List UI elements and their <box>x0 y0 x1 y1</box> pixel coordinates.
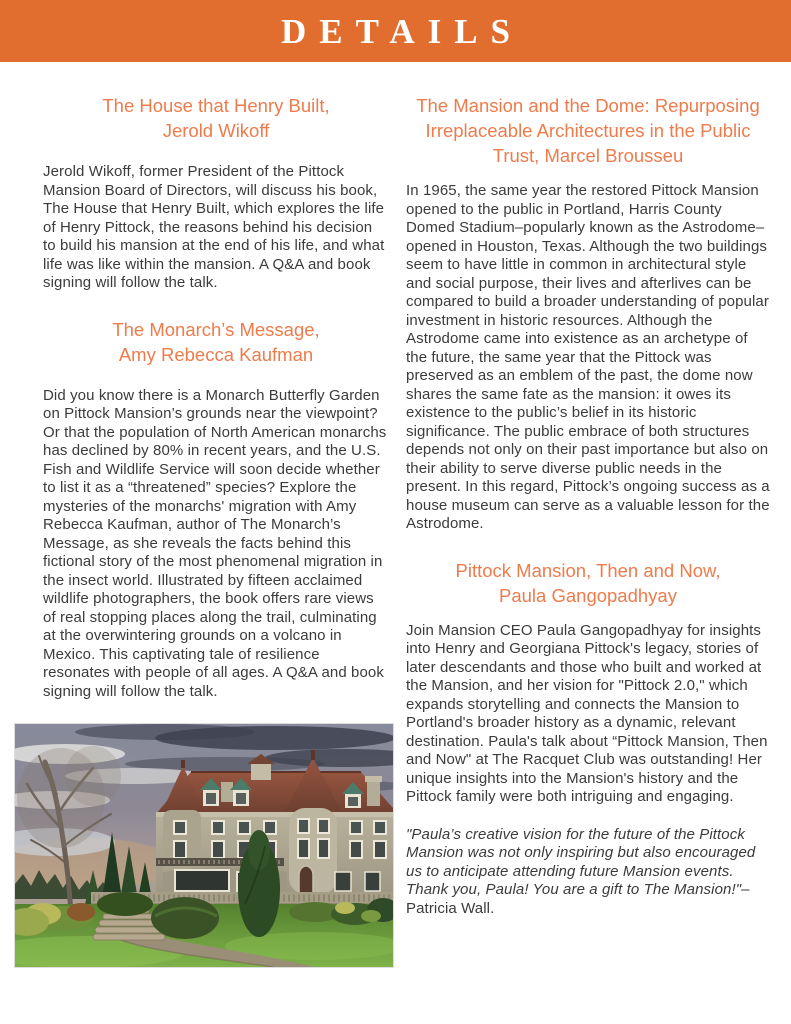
section-body-then-and-now: Join Mansion CEO Paula Gangopadhyay for insights into Henry and Georgiana Pittock's legacy, stories of later descendants and those who built and worked at the Mansion, and her vision for "Pittock 2.0," which expands storytelling and connects the Mansion to Portland's broader history as a dynamic, relevant destination. Paula's talk about “Pittock Mansion, Then and Now" at The Racquet Club was outstanding! Her unique insights into the Mansion's history and the Pittock family were both intriguing and engaging. <box>406 621 768 805</box>
pittock-mansion-photo <box>14 723 394 968</box>
right-column <box>406 93 770 968</box>
section-heading-mansion-and-dome <box>406 93 770 168</box>
section-body-mansion-and-dome: In 1965, the same year the restored Pittock Mansion opened to the public in Portland, Harris County Domed Stadium–popularly known as the Astrodome–opened in Houston, Texas. Although the two buildings seem to have little in common in architectural style and social purpose, their lives and afterlives can be compared to build a broader understanding of popular investment in historic resources. Although the Astrodome came into existence as an archetype of the future, the same year that the Pittock was preserved as an emblem of the past, the dome now shares the same fate as the mansion: it owes its existence to the public’s belief in its historic significance. The public embrace of both structures depends not only on their past importance but also on their ability to serve diverse public needs in the present. In this regard, Pittock’s ongoing success as a house museum can serve as a valuable lesson for the Astrodome. <box>406 182 770 532</box>
left-column <box>43 93 389 968</box>
heading-line: The Mansion and the Dome: Repurposing <box>416 95 760 116</box>
content-area <box>0 62 791 968</box>
heading-line: Pittock Mansion, Then and Now, <box>455 559 721 581</box>
section-body-monarchs-message: Did you know there is a Monarch Butterfly Garden on Pittock Mansion’s grounds near the viewpoint? Or that the population of North American monarchs has declined by 80% in recent years, and the U.S. Fish and Wildlife Service will soon decide whether to list it as a “threatened” species? Explore the mysteries of the monarchs' migration with Amy Rebecca Kaufman, author of The Monarch’s Message, as she reveals the facts behind this fictional story of the most phenomenal migration in the insect world. Illustrated by fifteen acclaimed wildlife photographers, the book offers rare views of real stopping places along the trail, culminating at the overwintering grounds on a volcano in Mexico. This captivating tale of resilience resonates with people of all ages. A Q&A and book signing will follow the talk. <box>43 386 387 700</box>
heading-line: Jerold Wikoff <box>162 120 270 141</box>
section-heading-then-and-now <box>406 558 770 608</box>
heading-line: The House that Henry Built, <box>102 95 330 116</box>
page-title: DETAILS <box>280 11 524 51</box>
section-body-house-that-henry-built: Jerold Wikoff, former President of the Pittock Mansion Board of Directors, will discuss his book, The House that Henry Built, which explores the life of Henry Pittock, the reasons behind his decision to build his mansion at the end of his life, and what life was like within the mansion. A Q&A and book signing will follow the talk. <box>43 163 385 291</box>
pittock-mansion-illustration <box>15 724 393 967</box>
heading-line: Irreplaceable Architectures in the Public <box>425 120 751 141</box>
heading-line: Amy Rebecca Kaufman <box>118 343 314 365</box>
heading-line: Paula Gangopadhyay <box>499 584 677 606</box>
quote-text: "Paula’s creative vision for the future of the Pittock Mansion was not only inspiring but also encouraged us to anticipate attending future Mansion events. Thank you, Paula! You are a gift to The Mansion!" <box>406 825 756 898</box>
heading-line: The Monarch’s Message, <box>112 318 320 340</box>
section-heading-house-that-henry-built <box>43 93 389 143</box>
testimonial-quote <box>406 826 770 919</box>
section-heading-monarchs-message <box>43 317 389 367</box>
heading-line: Trust, Marcel Brousseu <box>492 145 684 166</box>
quote-attribution: – Patricia Wall. <box>406 881 750 917</box>
details-banner <box>0 0 791 62</box>
